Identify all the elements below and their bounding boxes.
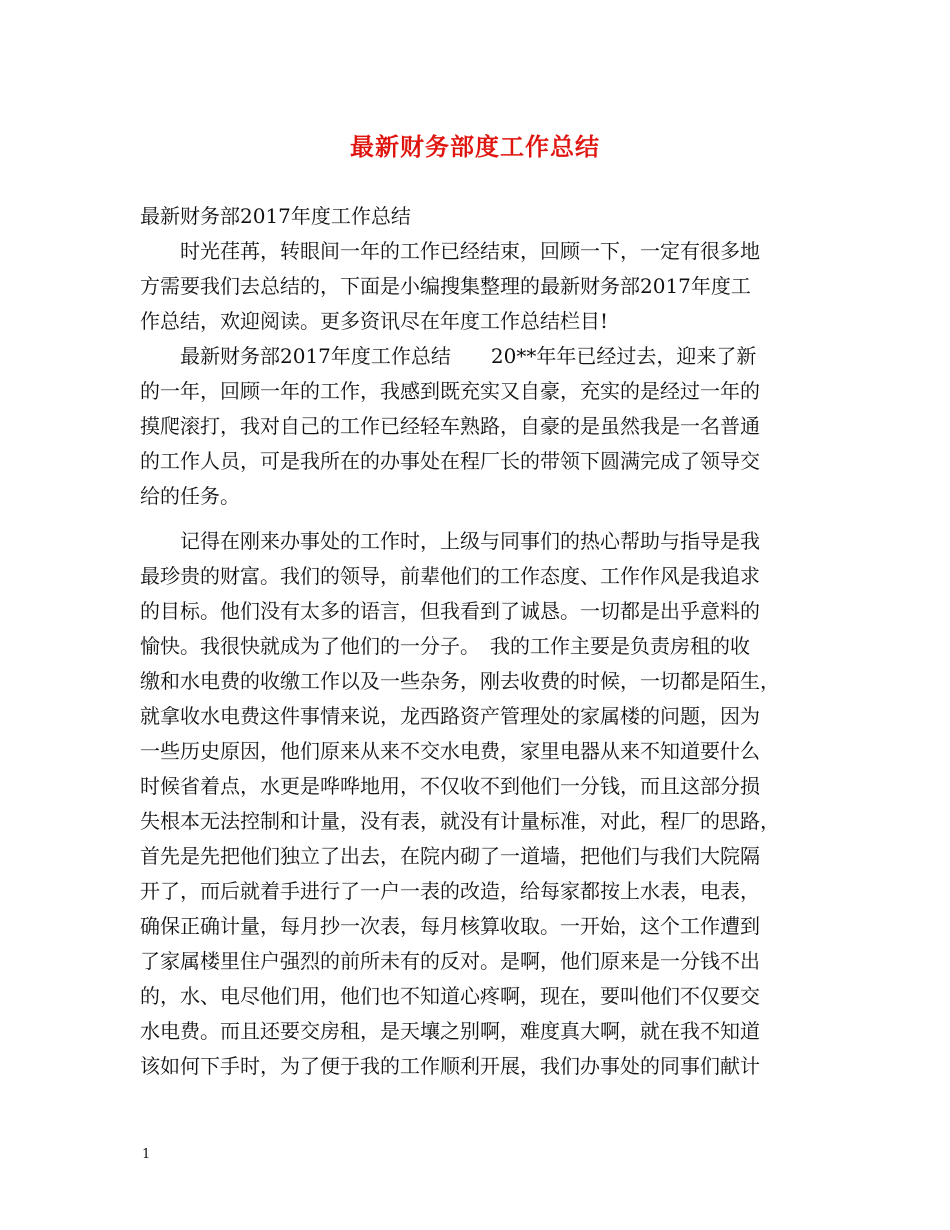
text-line: 给的任务。 (140, 484, 240, 508)
text-line: 最新财务部2017年度工作总结 20**年年已经过去，迎来了新 (140, 344, 757, 368)
text-line: 作总结，欢迎阅读。更多资讯尽在年度工作总结栏目! (140, 309, 609, 333)
text-line: 首先是先把他们独立了出去，在院内砌了一道墙，把他们与我们大院隔 (140, 844, 760, 868)
text-line: 时候省着点，水更是哗哗地用，不仅收不到他们一分钱，而且这部分损 (140, 774, 760, 798)
page-number: 1 (142, 1147, 151, 1162)
text-line: 的目标。他们没有太多的语言，但我看到了诚恳。一切都是出乎意料的 (140, 599, 760, 623)
text-line: 摸爬滚打，我对自己的工作已经轻车熟路，自豪的是虽然我是一名普通 (140, 414, 760, 438)
text-line: 的，水、电尽他们用，他们也不知道心疼啊，现在，要叫他们不仅要交 (140, 984, 760, 1008)
text-line: 最新财务部2017年度工作总结 (140, 204, 411, 228)
text-line: 记得在刚来办事处的工作时，上级与同事们的热心帮助与指导是我 (140, 529, 760, 553)
text-line: 方需要我们去总结的，下面是小编搜集整理的最新财务部2017年度工 (140, 274, 751, 298)
text-line: 水电费。而且还要交房租，是天壤之别啊，难度真大啊，就在我不知道 (140, 1019, 760, 1043)
text-line: 时光荏苒，转眼间一年的工作已经结束，回顾一下，一定有很多地 (140, 239, 760, 263)
text-line: 确保正确计量，每月抄一次表，每月核算收取。一开始，这个工作遭到 (140, 914, 760, 938)
text-line: 愉快。我很快就成为了他们的一分子。 我的工作主要是负责房租的收 (140, 634, 750, 658)
text-line: 了家属楼里住户强烈的前所未有的反对。是啊，他们原来是一分钱不出 (140, 949, 760, 973)
text-line: 最珍贵的财富。我们的领导，前辈他们的工作态度、工作作风是我追求 (140, 564, 760, 588)
text-line: 缴和水电费的收缴工作以及一些杂务，刚去收费的时候，一切都是陌生， (140, 669, 780, 693)
text-line: 该如何下手时，为了便于我的工作顺利开展，我们办事处的同事们献计 (140, 1054, 760, 1078)
text-line: 的一年，回顾一年的工作，我感到既充实又自豪，充实的是经过一年的 (140, 379, 760, 403)
text-line: 失根本无法控制和计量，没有表，就没有计量标准，对此，程厂的思路， (140, 809, 780, 833)
text-line: 一些历史原因，他们原来从来不交水电费，家里电器从来不知道要什么 (140, 739, 760, 763)
text-line: 开了，而后就着手进行了一户一表的改造，给每家都按上水表，电表， (140, 879, 760, 903)
document-title: 最新财务部度工作总结 (350, 133, 600, 161)
text-line: 的工作人员，可是我所在的办事处在程厂长的带领下圆满完成了领导交 (140, 449, 760, 473)
text-line: 就拿收水电费这件事情来说，龙西路资产管理处的家属楼的问题，因为 (140, 704, 760, 728)
